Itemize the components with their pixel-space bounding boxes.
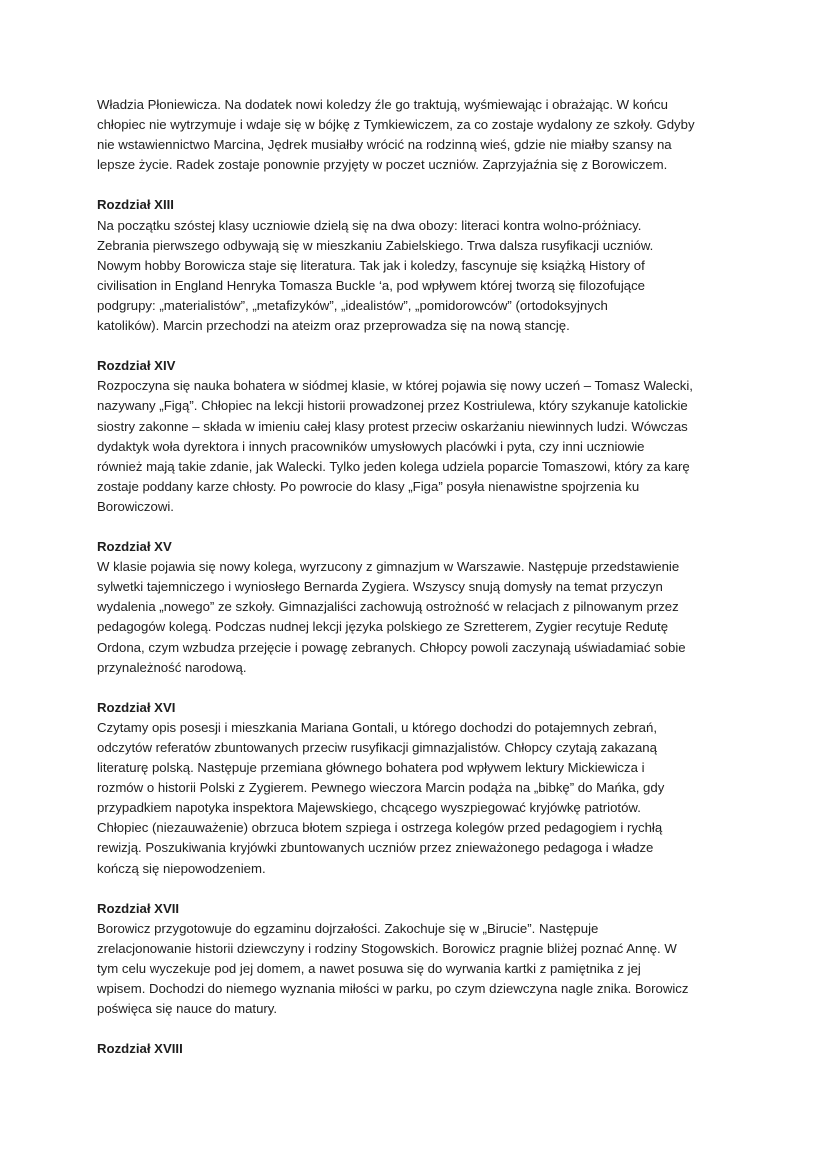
paragraph-line: lepsze życie. Radek zostaje ponownie przyjęty w poczet uczniów. Zaprzyjaźnia się z Borowiczem. xyxy=(97,157,668,173)
chapter-heading: Rozdział XIII xyxy=(97,197,174,213)
paragraph-line: nazywany „Figą”. Chłopiec na lekcji historii prowadzonej przez Kostriulewa, który szykanuje katolickie xyxy=(97,398,688,414)
paragraph-line: siostry zakonne – składa w imieniu całej klasy protest przeciw oskarżaniu niewinnych ludzi. Wówczas xyxy=(97,418,688,434)
chapter-section xyxy=(97,537,757,678)
paragraph-line: Borowiczowi. xyxy=(97,498,174,514)
paragraph-line: Na początku szóstej klasy uczniowie dzielą się na dwa obozy: literaci kontra wolno-próżniacy. xyxy=(97,217,642,233)
paragraph-line: odczytów referatów zbuntowanych przeciw rusyfikacji gimnazjalistów. Chłopcy czytają zakazaną xyxy=(97,740,657,755)
paragraph-line: przynależność narodową. xyxy=(97,659,247,675)
paragraph-line: również mają takie zdanie, jak Walecki. Tylko jeden kolega udziela poparcie Tomaszowi, który za karę xyxy=(97,458,690,474)
chapter-heading: Rozdział XVI xyxy=(97,699,176,715)
paragraph-line: poświęca się nauce do matury. xyxy=(97,1001,278,1017)
paragraph-line: podgrupy: „materialistów”, „metafizyków”, „idealistów”, „pomidorowców” (ortodoksyjnych xyxy=(97,297,608,313)
chapter-section xyxy=(97,1039,757,1059)
paragraph-line: Władzia Płoniewicza. Na dodatek nowi koledzy źle go traktują, wyśmiewając i obrażając. W końcu xyxy=(97,97,668,112)
paragraph-line: Nowym hobby Borowicza staje się literatura. Tak jak i koledzy, fascynuje się książką History of xyxy=(97,257,645,273)
document-body xyxy=(97,95,757,1080)
paragraph-line: rewizją. Poszukiwania kryjówki zbuntowanych uczniów przez znieważonego pedagoga i władze xyxy=(97,840,654,856)
paragraph-line: zrelacjonowanie historii dziewczyny i rodziny Stogowskich. Borowicz pragnie bliżej poznać Annę. W xyxy=(97,940,677,956)
chapter-section xyxy=(97,899,757,1020)
chapter-section xyxy=(97,95,757,175)
paragraph-line: przypadkiem napotyka inspektora Majewskiego, chcącego wyszpiegować kryjówkę patriotów. xyxy=(97,800,641,816)
chapter-heading: Rozdział XVII xyxy=(97,900,180,916)
paragraph-line: Borowicz przygotowuje do egzaminu dojrzałości. Zakochuje się w „Birucie”. Następuje xyxy=(97,920,599,936)
paragraph-line: kończą się niepowodzeniem. xyxy=(97,860,266,876)
paragraph-line: pedagogów kolegą. Podczas nudnej lekcji języka polskiego ze Szretterem, Zygier recytuje Redutę xyxy=(97,619,669,635)
paragraph-line: Zebrania pierwszego odbywają się w mieszkaniu Zabielskiego. Trwa dalsza rusyfikacji uczniów. xyxy=(97,237,654,253)
paragraph-line: Ordona, czym wzbudza przejęcie i powagę zebranych. Chłopcy powoli zaczynają uświadamiać sobie xyxy=(97,639,686,655)
chapter-section xyxy=(97,195,757,336)
paragraph-line: katolików). Marcin przechodzi na ateizm oraz przeprowadza się na nową stancję. xyxy=(97,318,570,334)
paragraph-line: dydaktyk woła dyrektora i innych pracowników umysłowych placówki i pyta, czy inni uczniowie xyxy=(97,438,645,454)
paragraph-line: W klasie pojawia się nowy kolega, wyrzucony z gimnazjum w Warszawie. Następuje przedstawienie xyxy=(97,559,680,575)
chapter-section xyxy=(97,698,757,879)
paragraph-line: zostaje poddany karze chłosty. Po powrocie do klasy „Figa” posyła nienawistne spojrzenia ku xyxy=(97,478,640,494)
paragraph-line: Chłopiec (niezauważenie) obrzuca błotem szpiega i ostrzega kolegów przed pedagogiem i rychłą xyxy=(97,820,663,836)
paragraph-line: chłopiec nie wytrzymuje i wdaje się w bójkę z Tymkiewiczem, za co zostaje wydalony ze szkoły. Gdyby xyxy=(97,117,695,133)
paragraph-line: wydalenia „nowego” ze szkoły. Gimnazjaliści zachowują ostrożność w relacjach z pilnowanym przez xyxy=(97,599,679,615)
paragraph-line: nie wstawiennictwo Marcina, Jędrek musiałby wrócić na rodzinną wieś, gdzie nie miałby szansy na xyxy=(97,137,672,153)
chapter-heading: Rozdział XV xyxy=(97,539,172,555)
paragraph-line: Rozpoczyna się nauka bohatera w siódmej klasie, w której pojawia się nowy uczeń – Tomasz Walecki, xyxy=(97,378,693,394)
paragraph-line: civilisation in England Henryka Tomasza Buckle ‘a, pod wpływem której tworzą się filozofujące xyxy=(97,277,646,293)
chapter-heading: Rozdział XIV xyxy=(97,358,176,374)
paragraph-line: tym celu wyczekuje pod jej domem, a nawet posuwa się do wyrwania kartki z pamiętnika z jej xyxy=(97,961,641,977)
chapter-heading: Rozdział XVIII xyxy=(97,1041,183,1057)
paragraph-line: wpisem. Dochodzi do niemego wyznania miłości w parku, po czym dziewczyna nagle znika. Borowicz xyxy=(97,981,689,997)
paragraph-line: rozmów o historii Polski z Zygierem. Pewnego wieczora Marcin podąża na „bibkę” do Mańka, gdy xyxy=(97,780,665,796)
paragraph-line: literaturę polską. Następuje przemiana głównego bohatera pod wpływem lektury Mickiewicza i xyxy=(97,760,645,776)
paragraph-line: Czytamy opis posesji i mieszkania Mariana Gontali, u którego dochodzi do potajemnych zebrań, xyxy=(97,719,658,735)
chapter-section xyxy=(97,356,757,517)
paragraph-line: sylwetki tajemniczego i wyniosłego Bernarda Zygiera. Wszyscy snują domysły na temat przyczyn xyxy=(97,579,663,595)
